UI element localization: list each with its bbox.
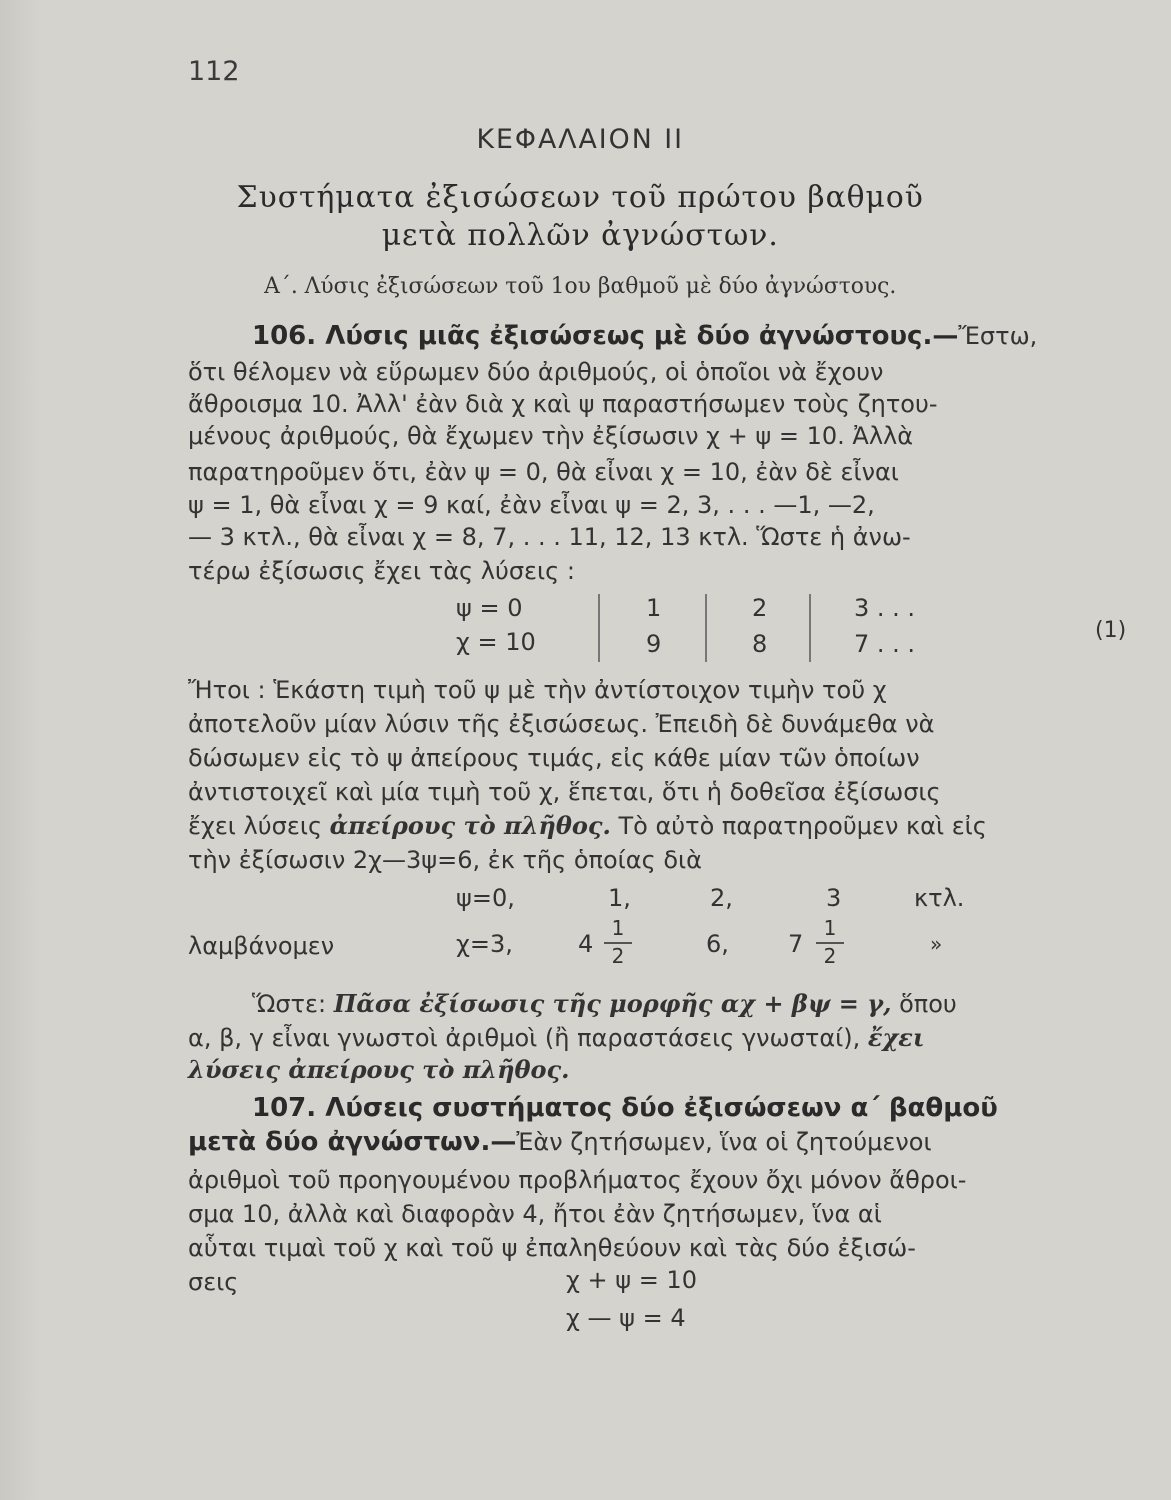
equation-2: χ — ψ = 4	[566, 1304, 686, 1332]
chi-value: »	[930, 932, 943, 956]
text-run: ἔχει λύσεις	[188, 812, 330, 840]
table-divider	[809, 594, 811, 662]
sec106-text-line: τέρω ἐξίσωσις ἔχει τὰς λύσεις :	[188, 557, 575, 585]
psi-value: ψ=0,	[456, 884, 515, 912]
fraction-numerator: 1	[823, 916, 837, 940]
table-cell: 8	[752, 630, 768, 658]
emphasis-text: λύσεις ἀπείρους τὸ πλῆθος.	[188, 1055, 570, 1084]
conclusion-line-1	[188, 988, 957, 1020]
sec106-text-line: — 3 κτλ., θὰ εἶναι χ = 8, 7, . . . 11, 12, 13 κτλ. Ὥστε ἡ ἀνω-	[188, 523, 911, 551]
table-cell: 2	[752, 594, 768, 622]
psi-value: 1,	[608, 884, 631, 912]
table-cell: 7 . . .	[854, 630, 916, 658]
table-cell: χ = 10	[456, 628, 536, 656]
sec107-line-2	[188, 1126, 932, 1158]
chapter-heading: ΚΕΦΑΛΑΙΟΝ ΙΙ	[476, 124, 684, 155]
sec107-text-line: αὗται τιμαὶ τοῦ χ καὶ τοῦ ψ ἐπαληθεύουν καὶ τὰς δύο ἐξισώ-	[188, 1234, 916, 1262]
sec106-text-line: ἄθροισμα 10. Ἀλλ' ἐὰν διὰ χ καὶ ψ παραστήσωμεν τοὺς ζητου-	[188, 390, 938, 418]
sec107-heading-cont: μετὰ δύο ἀγνώστων.—	[188, 1127, 517, 1157]
sec106-line-1	[188, 320, 1037, 352]
section-subheading: Α΄. Λύσις ἐξισώσεων τοῦ 1ου βαθμοῦ μὲ δύο ἀγνώστους.	[264, 274, 897, 299]
table-cell: 3 . . .	[854, 594, 916, 622]
sec107-heading-line-1	[188, 1092, 998, 1124]
sec107-seis: σεις	[188, 1268, 239, 1296]
text-run: ὅπου	[891, 990, 957, 1018]
sec107-text-line: σμα 10, ἀλλὰ καὶ διαφορὰν 4, ἤτοι ἐὰν ζητήσωμεν, ἵνα αἱ	[188, 1200, 882, 1228]
sec106-para2-line-5	[188, 810, 987, 842]
chi-value: 6,	[706, 930, 729, 958]
text-run: α, β, γ εἶναι γνωστοὶ ἀριθμοὶ (ἢ παραστάσεις γνωσταί),	[188, 1024, 868, 1052]
chi-value: 4	[578, 930, 594, 958]
table-divider	[705, 594, 707, 662]
sec106-text-line: μένους ἀριθμούς, θὰ ἔχωμεν τὴν ἐξίσωσιν χ + ψ = 10. Ἀλλὰ	[188, 422, 914, 450]
sec107-heading: 107. Λύσεις συστήματος δύο ἐξισώσεων α΄ βαθμοῦ	[252, 1093, 998, 1123]
text-run: Ὥστε:	[252, 990, 334, 1018]
emphasis-text: Πᾶσα ἐξίσωσις τῆς μορφῆς αχ + βψ = γ,	[333, 989, 892, 1018]
chapter-title-line-2: μετὰ πολλῶν ἀγνώστων.	[381, 218, 779, 253]
fraction-numerator: 1	[611, 916, 625, 940]
sec106-heading: 106. Λύσις μιᾶς ἐξισώσεως μὲ δύο ἀγνώστους.—	[252, 321, 959, 351]
table-cell: 9	[646, 630, 662, 658]
psi-value: 3	[826, 884, 842, 912]
chapter-title-line-1: Συστήματα ἐξισώσεων τοῦ πρώτου βαθμοῦ	[236, 180, 924, 215]
sec106-text-line: ὅτι θέλομεν νὰ εὕρωμεν δύο ἀριθμούς, οἱ ὁποῖοι νὰ ἔχουν	[188, 358, 884, 386]
table-divider	[598, 594, 600, 662]
chi-value: 7	[788, 930, 804, 958]
equation-1: χ + ψ = 10	[566, 1266, 697, 1294]
page-number: 112	[188, 56, 240, 87]
conclusion-line-2	[188, 1022, 924, 1054]
psi-value: 2,	[710, 884, 733, 912]
emphasis-text: ἀπείρους τὸ πλῆθος.	[329, 811, 611, 840]
fraction-denominator: 2	[823, 944, 837, 968]
fraction-denominator: 2	[611, 944, 625, 968]
text-run: Ἐὰν ζητήσωμεν, ἵνα οἱ ζητούμενοι	[516, 1128, 932, 1156]
sec106-para2-line-6: τὴν ἐξίσωσιν 2χ—3ψ=6, ἐκ τῆς ὁποίας διὰ	[188, 846, 702, 874]
conclusion-line-3	[188, 1054, 570, 1086]
chi-value: χ=3,	[456, 930, 513, 958]
text-run: Τὸ αὐτὸ παρατηροῦμεν καὶ εἰς	[610, 812, 987, 840]
table-cell: ψ = 0	[456, 594, 523, 622]
sec106-text-line: παρατηροῦμεν ὅτι, ἐὰν ψ = 0, θὰ εἶναι χ = 10, ἐὰν δὲ εἶναι	[188, 458, 899, 486]
emphasis-text: ἔχει	[867, 1023, 925, 1052]
table-cell: 1	[646, 594, 662, 622]
sec106-line-1-rest: Ἔστω,	[958, 322, 1038, 350]
sec106-para2-line: δώσωμεν εἰς τὸ ψ ἀπείρους τιμάς, εἰς κάθε μίαν τῶν ὁποίων	[188, 744, 920, 772]
equation-label: (1)	[1095, 618, 1127, 643]
sec106-para2-line: ἀποτελοῦν μίαν λύσιν τῆς ἐξισώσεως. Ἐπειδὴ δὲ δυνάμεθα νὰ	[188, 710, 935, 738]
sec106-para2-line: Ἤτοι : Ἑκάστη τιμὴ τοῦ ψ μὲ τὴν ἀντίστοιχον τιμὴν τοῦ χ	[188, 676, 887, 704]
sec106-text-line: ψ = 1, θὰ εἶναι χ = 9 καί, ἐὰν εἶναι ψ = 2, 3, . . . —1, —2,	[188, 491, 875, 519]
sec106-para2-line: ἀντιστοιχεῖ καὶ μία τιμὴ τοῦ χ, ἕπεται, ὅτι ἡ δοθεῖσα ἐξίσωσις	[188, 778, 941, 806]
lambanomen-label: λαμβάνομεν	[188, 932, 335, 960]
sec107-text-line: ἀριθμοὶ τοῦ προηγουμένου προβλήματος ἔχουν ὄχι μόνον ἄθροι-	[188, 1166, 967, 1194]
psi-value: κτλ.	[914, 884, 965, 912]
